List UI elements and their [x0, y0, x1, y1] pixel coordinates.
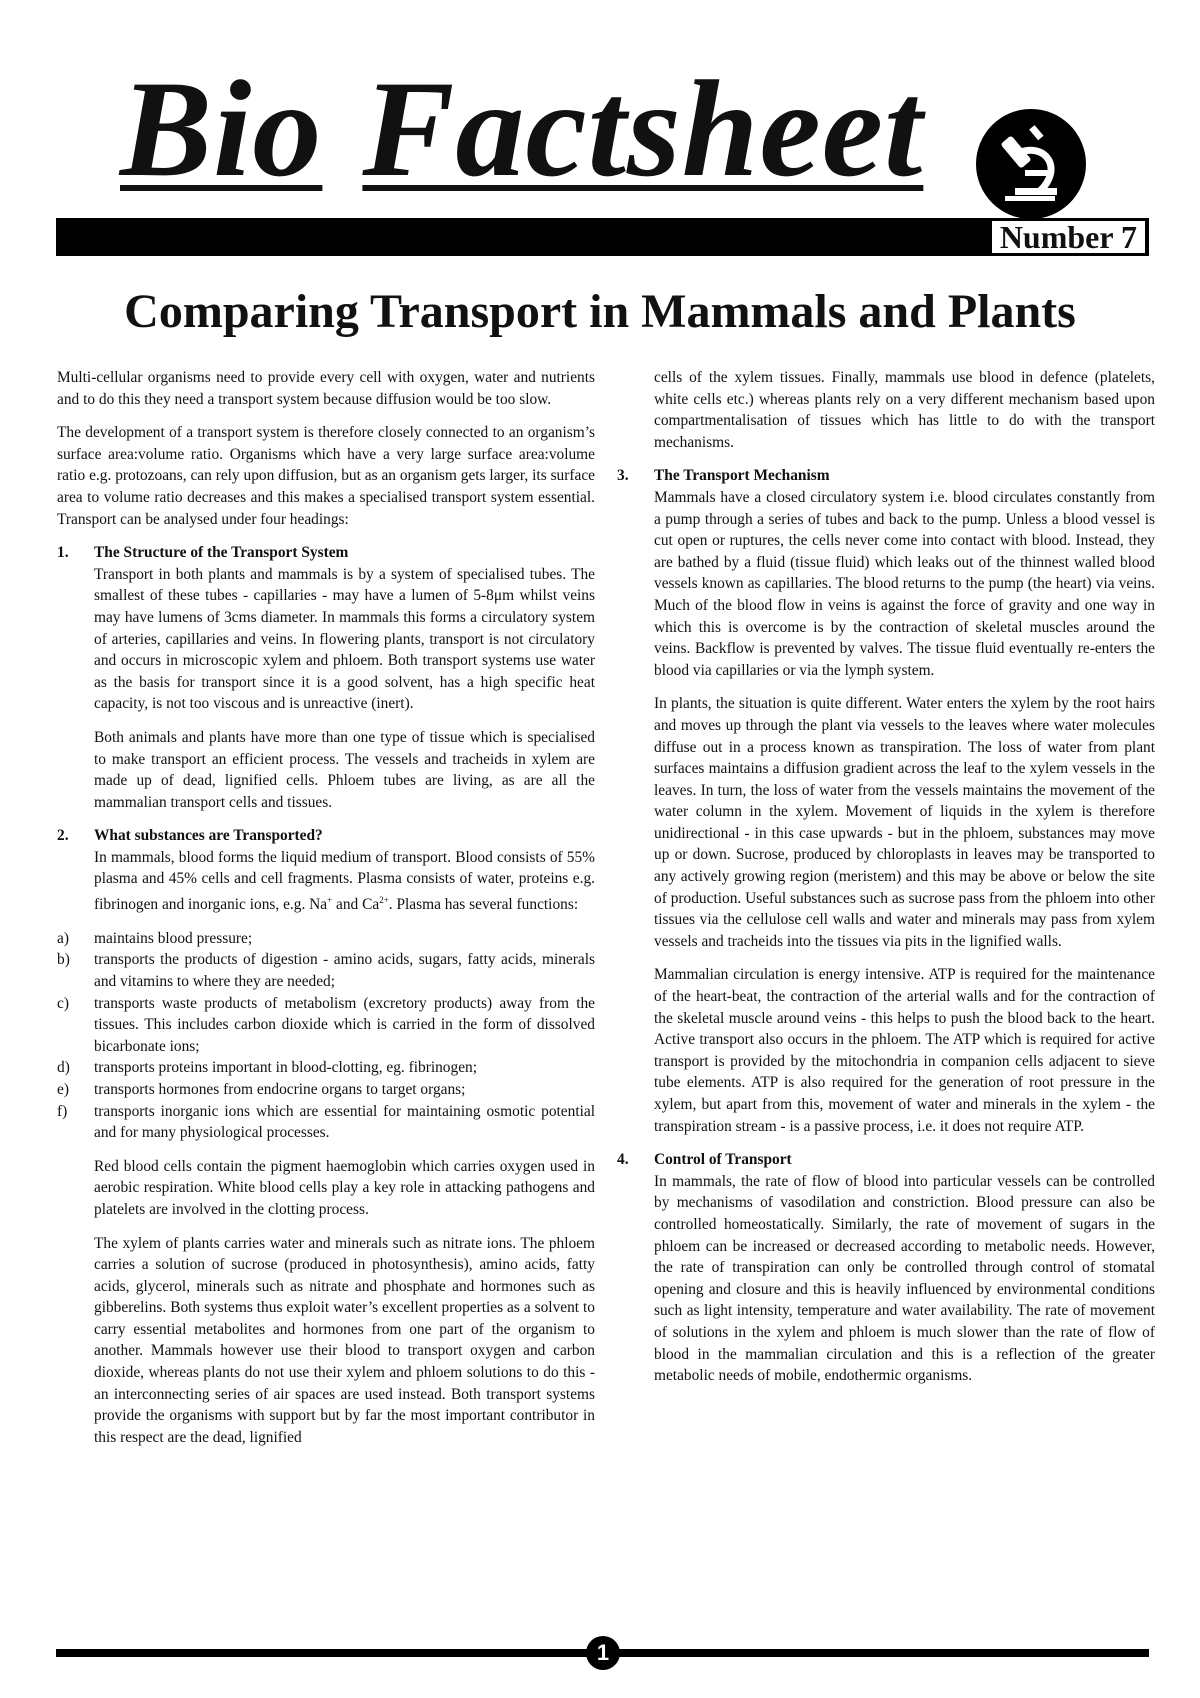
issue-number-bar — [56, 218, 1149, 256]
section-2-paragraph-1: In mammals, blood forms the liquid medium of transport. Blood consists of 55% plasma and 45% cells and cell fragments. Plasma consists of water, proteins e.g. fibrinogen and inorganic ions, e.g. Na+ and $Ca^{2+}$. Plasma has several functions: — [94, 848, 595, 914]
list-item: a) maintains blood pressure; — [57, 929, 253, 947]
section-3-paragraph-1: Mammals have a closed circulatory system i.e. blood circulates constantly from a pump through a series of tubes and back to the pump. Unless a blood vessel is cut open or ruptures, the cells never come into contact with blood. Instead, they are bathed by a fluid (tissue fluid) which leaks out of the thinnest walled blood vessels known as capillaries. The blood returns to the pump (the heart) via veins. Much of the blood flow in veins is against the force of gravity and one way in which this is overcome is by the contraction of skeletal muscles around the veins. Backflow is prevented by valves. The tissue fluid eventually re-enters the blood via capillaries or via the lymph system. — [654, 488, 1155, 679]
section-2-paragraph-3-continued: cells of the xylem tissues. Finally, mammals use blood in defence (platelets, white cells etc.) whereas plants rely on a very different mechanism based upon compartmentalisation of tissues which has little to do with the transport mechanisms. — [654, 369, 1155, 451]
section-1-number: 1. — [57, 544, 69, 562]
issue-number: Number 7 — [992, 221, 1145, 253]
section-2-paragraph-2: Red blood cells contain the pigment haemoglobin which carries oxygen used in aerobic respiration. White blood cells play a key role in attacking pathogens and platelets are involved in the clotting process. — [94, 1157, 595, 1218]
masthead — [0, 0, 1200, 255]
section-3-number: 3. — [617, 467, 629, 485]
section-3-title: The Transport Mechanism — [654, 467, 830, 485]
brand-title — [120, 52, 924, 205]
plasma-functions-list — [57, 928, 595, 1144]
section-1-title: The Structure of the Transport System — [94, 544, 349, 562]
section-2-title: What substances are Transported? — [94, 827, 323, 845]
brand-word-factsheet: Factsheet — [362, 52, 924, 205]
section-1 — [57, 542, 595, 813]
section-2 — [57, 825, 595, 1448]
left-column — [57, 367, 595, 1460]
list-item: c) transports waste products of metabolism (excretory products) away from the tissues. This includes carbon dioxide which is carried in the form of dissolved bicarbonate ions; — [57, 994, 595, 1055]
brand-word-bio: Bio — [120, 52, 323, 205]
list-item: e) transports hormones from endocrine organs to target organs; — [57, 1080, 466, 1098]
section-2-heading — [57, 825, 595, 847]
section-1-paragraph-1: Transport in both plants and mammals is by a system of specialised tubes. The smallest of these tubes - capillaries - may have a lumen of 5-8μm whilst veins may have lumens of 3cms diameter. In mammals this forms a circulatory system of arteries, capillaries and veins. In flowering plants, transport is not circulatory and occurs in microscopic xylem and phloem. Both transport systems use water as the basis for transport since it is a good solvent, has a high specific heat capacity, is not too viscous and is unreactive (inert). — [94, 565, 595, 713]
page-title: Comparing Transport in Mammals and Plants — [124, 285, 1076, 338]
section-2-paragraph-3: The xylem of plants carries water and minerals such as nitrate ions. The phloem carries a solution of sucrose (produced in photosynthesis), amino acids, fatty acids, glycerol, minerals such as nitrate and phosphate and hormones such as gibberelins. Both systems thus exploit water’s excellent properties as a solvent to carry essential metabolites and hormones from one part of the organism to another. Mammals however use their blood to transport oxygen and carbon dioxide, whereas plants do not use their xylem and phloem solutions to do this - an interconnecting series of air spaces are used instead. Both transport systems provide the organisms with support but by far the most important contributor in this respect are the dead, lignified — [94, 1234, 595, 1446]
section-4-heading — [617, 1149, 1155, 1171]
section-3-paragraph-2: In plants, the situation is quite different. Water enters the xylem by the root hairs and moves up through the plant via vessels to the leaves where water molecules diffuse out in a process known as transpiration. The loss of water from plant surfaces maintains a diffusion gradient across the leaf to the xylem vessels in the leaves. In turn, the loss of water from the vessels maintains the movement of the water column in the xylem. Movement of liquids in the xylem is therefore unidirectional - in this case upwards - but in the phloem, substances may move up or down. Sucrose, produced by chloroplasts in leaves may be transported to any actively growing region (meristem) and this may be above or below the site of production. Useful substances such as sucrose pass from the phloem into other tissues via the cellulose cell walls and water and minerals may pass from xylem vessels and tracheids into the tissues via pits in the lignified walls. — [654, 695, 1155, 950]
section-3-heading — [617, 465, 1155, 487]
section-3 — [617, 465, 1155, 1137]
list-item: f) transports inorganic ions which are essential for maintaining osmotic potential and for many physiological processes. — [57, 1102, 595, 1142]
section-2-number: 2. — [57, 827, 69, 845]
page-number: 1 — [586, 1636, 620, 1670]
list-item: d) transports proteins important in blood-clotting, eg. fibrinogen; — [57, 1059, 477, 1077]
section-1-paragraph-2: Both animals and plants have more than one type of tissue which is specialised to make transport an efficient process. The vessels and tracheids in xylem are made up of dead, lignified cells. Phloem tubes are living, as are all the mammalian transport cells and tissues. — [94, 728, 595, 811]
section-1-heading — [57, 542, 595, 564]
section-3-paragraph-3: Mammalian circulation is energy intensive. ATP is required for the maintenance of the heart-beat, the contraction of the arterial walls and for the contraction of the skeletal muscle around veins - this helps to push the blood back to the heart. Active transport also occurs in the phloem. The ATP which is required for active transport is provided by the mitochondria in companion cells adjacent to sieve tube elements. ATP is also required for the generation of root pressure in the xylem, but apart from this, movement of water and minerals in the xylem - the transpiration stream - is a passive process, i.e. it does not require ATP. — [654, 966, 1155, 1135]
list-item: b) transports the products of digestion - amino acids, sugars, fatty acids, minerals and vitamins to where they are needed; — [57, 951, 595, 990]
section-4-number: 4. — [617, 1151, 629, 1169]
right-column — [617, 367, 1155, 1399]
section-4-title: Control of Transport — [654, 1151, 792, 1169]
section-4-paragraph-1: In mammals, the rate of flow of blood into particular vessels can be controlled by mechanisms of vasodilation and constriction. Blood pressure can also be controlled homeostatically. Similarly, the rate of movement of sugars in the phloem can be increased or decreased according to metabolic needs. However, the rate of transpiration can only be controlled through control of stomatal opening and closure and this is heavily influenced by environmental conditions such as light intensity, temperature and water availability. The rate of movement of solutions in the xylem and phloem is much slower than the rate of flow of blood in the mammalian circulation and this is a reflection of the greater metabolic needs of mobile, endothermic organisms. — [654, 1172, 1155, 1385]
intro-paragraph-1: Multi-cellular organisms need to provide every cell with oxygen, water and nutrients and to do this they need a transport system because diffusion would be too slow. — [57, 369, 595, 408]
section-4 — [617, 1149, 1155, 1387]
intro-paragraph-2: The development of a transport system is therefore closely connected to an organism’s surface area:volume ratio. Organisms which have a very large surface area:volume ratio e.g. protozoans, can rely upon diffusion, but as an organism gets larger, its surface area to volume ratio decreases and this makes a specialised transport system essential. Transport can be analysed under four headings: — [57, 424, 595, 528]
microscope-icon — [975, 108, 1087, 220]
